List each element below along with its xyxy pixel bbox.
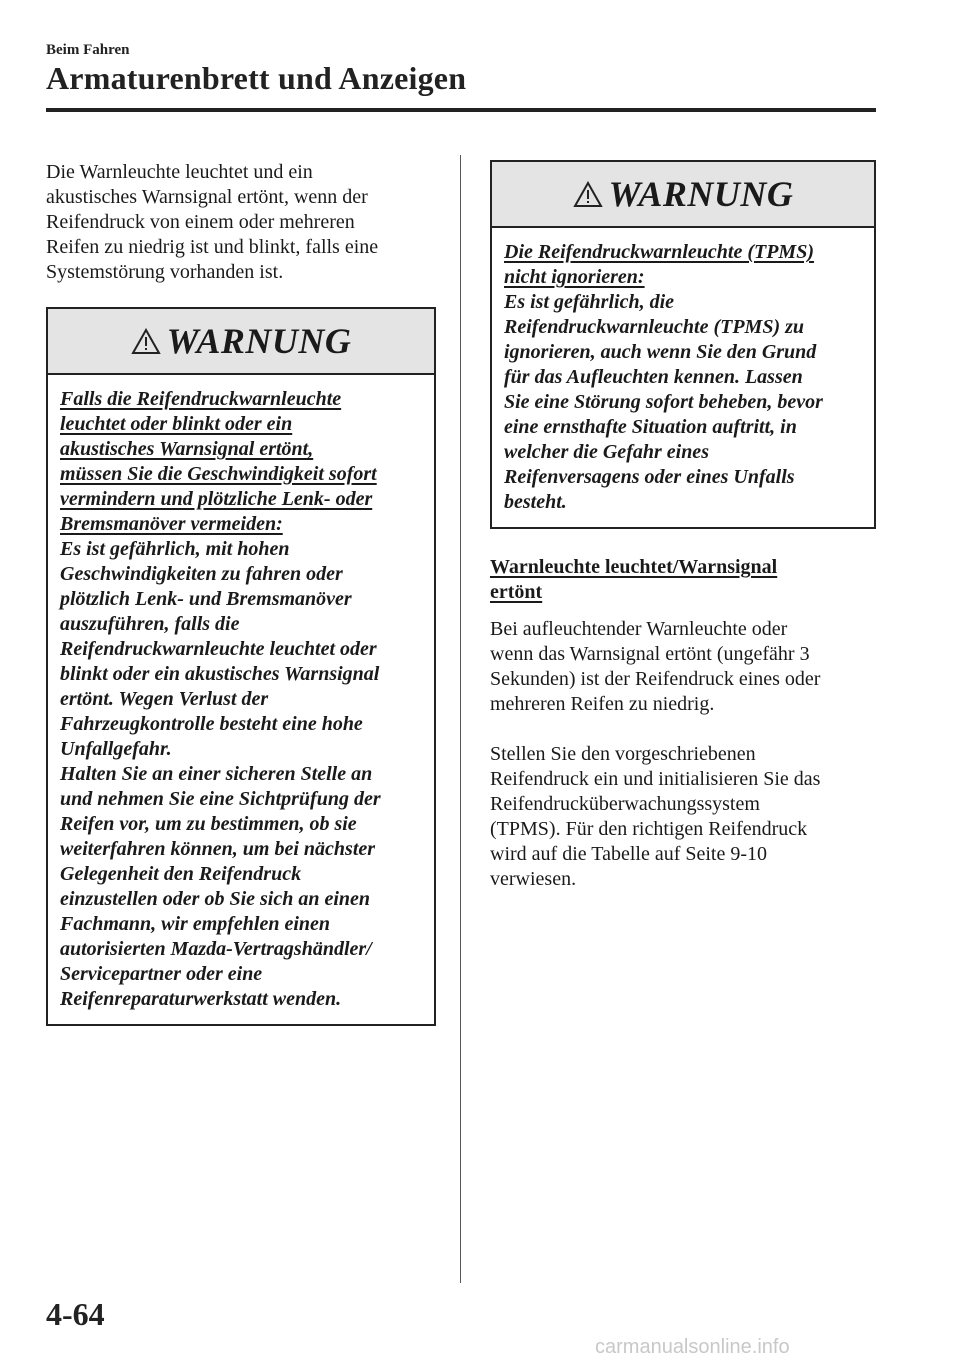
right-column [490,160,876,892]
watermark: carmanualsonline.info [595,1336,790,1358]
warning-header [48,309,434,375]
subheading: Warnleuchte leuchtet/Warnsignal ertönt [490,556,778,603]
warning-title: WARNUNG [166,321,352,361]
warning-header [492,162,874,228]
column-divider [460,155,461,1283]
paragraph-1: Bei aufleuchtender Warnleuchte oder wenn das Warnsignal ertönt (ungefähr 3 Sekunden) ist der Reifendruck eines oder mehreren Reifen zu niedrig. [490,618,821,715]
warning-box-left [46,307,436,1026]
header-rule [46,108,876,112]
warning-title: WARNUNG [608,174,794,214]
warning-box-right [490,160,876,529]
paragraph-2: Stellen Sie den vorgeschriebenen Reifendruck ein und initialisieren Sie das Reifendrucküberwachungssystem (TPMS). Für den richtigen Reifendruck wird auf die Tabelle auf Seite 9-10 verwiesen. [490,743,821,890]
left-column [46,160,436,1026]
warning-heading: Falls die Reifendruckwarnleuchte leuchtet oder blinkt oder ein akustisches Warnsignal ertönt, müssen Sie die Geschwindigkeit sofort vermindern und plötzliche Lenk- oder Bremsmanöver vermeiden: [60,388,377,535]
chapter-title: Armaturenbrett und Anzeigen [46,60,467,96]
warning-body [492,228,874,527]
warning-triangle-icon [131,328,161,355]
warning-text: Es ist gefährlich, mit hohen Geschwindigkeiten zu fahren oder plötzlich Lenk- und Bremsmanöver auszuführen, falls die Reifendruckwarnleuchte leuchtet oder blinkt oder ein akustisches Warnsignal ertönt. Wegen Verlust der Fahrzeugkontrolle besteht eine hohe Unfallgefahr. Halten Sie an einer sicheren Stelle an und nehmen Sie eine Sichtprüfung der Reifen vor, um zu bestimmen, ob sie weiterfahren können, um bei nächster Gelegenheit den Reifendruck einzustellen oder ob Sie sich an einen Fachmann, wir empfehlen einen autorisierten Mazda-Vertragshändler/ Servicepartner oder eine Reifenreparaturwerkstatt wenden. [60,538,381,1010]
page-number: 4-64 [46,1296,105,1332]
intro-paragraph: Die Warnleuchte leuchtet und ein akustisches Warnsignal ertönt, wenn der Reifendruck von einem oder mehreren Reifen zu niedrig ist und blinkt, falls eine Systemstörung vorhanden ist. [46,161,379,283]
warning-heading: Die Reifendruckwarnleuchte (TPMS) nicht ignorieren: [504,241,814,288]
section-label: Beim Fahren [46,42,130,58]
warning-text: Es ist gefährlich, die Reifendruckwarnleuchte (TPMS) zu ignorieren, auch wenn Sie den Grund für das Aufleuchten kennen. Lassen Sie eine Störung sofort beheben, bevor eine ernsthafte Situation auftritt, in welcher die Gefahr eines Reifenversagens oder eines Unfalls besteht. [504,291,823,513]
warning-triangle-icon [573,181,603,208]
warning-body [48,375,434,1024]
